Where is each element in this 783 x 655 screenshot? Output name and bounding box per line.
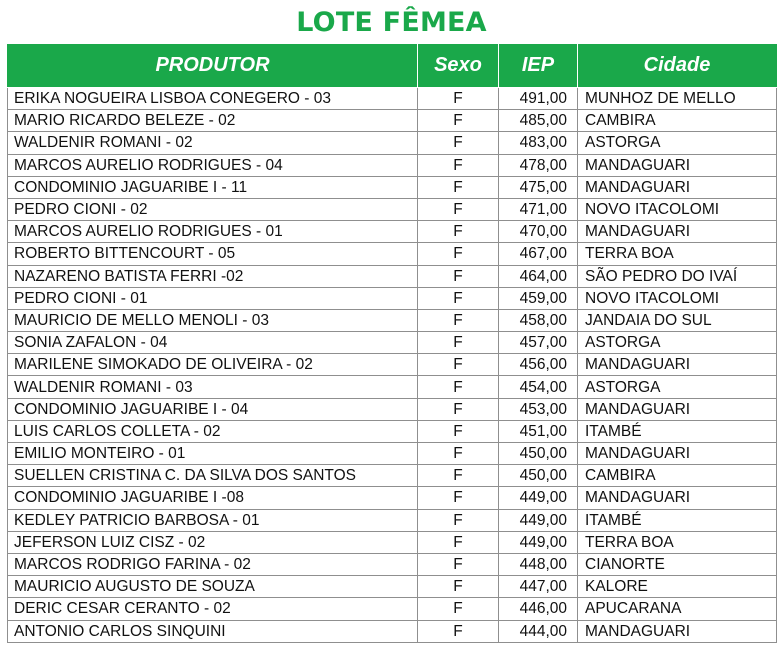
cell-sexo: F <box>418 443 499 465</box>
cell-iep: 483,00 <box>499 132 578 154</box>
cell-cidade: CAMBIRA <box>578 110 777 132</box>
table-row <box>8 154 777 176</box>
cell-iep: 458,00 <box>499 309 578 331</box>
cell-cidade: ITAMBÉ <box>578 509 777 531</box>
cell-sexo: F <box>418 553 499 575</box>
cell-sexo: F <box>418 243 499 265</box>
column-header-iep: IEP <box>499 44 578 88</box>
cell-sexo: F <box>418 110 499 132</box>
cell-iep: 456,00 <box>499 354 578 376</box>
cell-sexo: F <box>418 598 499 620</box>
cell-cidade: MANDAGUARI <box>578 176 777 198</box>
cell-produtor: WALDENIR ROMANI - 02 <box>8 132 418 154</box>
table-row <box>8 443 777 465</box>
table-row <box>8 576 777 598</box>
cell-produtor: CONDOMINIO JAGUARIBE I -08 <box>8 487 418 509</box>
cell-cidade: ASTORGA <box>578 132 777 154</box>
cell-iep: 450,00 <box>499 465 578 487</box>
table-row <box>8 376 777 398</box>
cell-sexo: F <box>418 132 499 154</box>
cell-sexo: F <box>418 420 499 442</box>
cell-iep: 444,00 <box>499 620 578 642</box>
table-row <box>8 598 777 620</box>
cell-produtor: DERIC CESAR CERANTO - 02 <box>8 598 418 620</box>
cell-sexo: F <box>418 332 499 354</box>
cell-cidade: TERRA BOA <box>578 531 777 553</box>
cell-produtor: CONDOMINIO JAGUARIBE I - 04 <box>8 398 418 420</box>
table-row <box>8 509 777 531</box>
cell-cidade: MUNHOZ DE MELLO <box>578 88 777 110</box>
cell-cidade: APUCARANA <box>578 598 777 620</box>
cell-sexo: F <box>418 376 499 398</box>
cell-cidade: ITAMBÉ <box>578 420 777 442</box>
column-header-sexo: Sexo <box>418 44 499 88</box>
cell-sexo: F <box>418 465 499 487</box>
cell-produtor: SUELLEN CRISTINA C. DA SILVA DOS SANTOS <box>8 465 418 487</box>
cell-produtor: MARCOS AURELIO RODRIGUES - 01 <box>8 221 418 243</box>
cell-iep: 459,00 <box>499 287 578 309</box>
cell-produtor: MARILENE SIMOKADO DE OLIVEIRA - 02 <box>8 354 418 376</box>
cell-cidade: ASTORGA <box>578 376 777 398</box>
cell-cidade: MANDAGUARI <box>578 398 777 420</box>
cell-produtor: MARIO RICARDO BELEZE - 02 <box>8 110 418 132</box>
cell-cidade: MANDAGUARI <box>578 154 777 176</box>
cell-iep: 491,00 <box>499 88 578 110</box>
cell-produtor: MAURICIO DE MELLO MENOLI - 03 <box>8 309 418 331</box>
table-row <box>8 221 777 243</box>
cell-sexo: F <box>418 398 499 420</box>
cell-sexo: F <box>418 487 499 509</box>
column-header-produtor: PRODUTOR <box>8 44 418 88</box>
cell-cidade: MANDAGUARI <box>578 443 777 465</box>
cell-iep: 454,00 <box>499 376 578 398</box>
cell-sexo: F <box>418 531 499 553</box>
cell-produtor: CONDOMINIO JAGUARIBE I - 11 <box>8 176 418 198</box>
table-row <box>8 265 777 287</box>
cell-sexo: F <box>418 154 499 176</box>
table-row <box>8 465 777 487</box>
table-row <box>8 287 777 309</box>
cell-cidade: SÃO PEDRO DO IVAÍ <box>578 265 777 287</box>
cell-cidade: MANDAGUARI <box>578 487 777 509</box>
cell-sexo: F <box>418 198 499 220</box>
cell-produtor: KEDLEY PATRICIO BARBOSA - 01 <box>8 509 418 531</box>
cell-produtor: WALDENIR ROMANI - 03 <box>8 376 418 398</box>
cell-cidade: NOVO ITACOLOMI <box>578 287 777 309</box>
cell-iep: 448,00 <box>499 553 578 575</box>
cell-produtor: PEDRO CIONI - 02 <box>8 198 418 220</box>
table-body <box>8 88 777 643</box>
cell-sexo: F <box>418 509 499 531</box>
cell-sexo: F <box>418 354 499 376</box>
table-row <box>8 176 777 198</box>
cell-iep: 453,00 <box>499 398 578 420</box>
cell-sexo: F <box>418 88 499 110</box>
cell-sexo: F <box>418 265 499 287</box>
cell-produtor: NAZARENO BATISTA FERRI -02 <box>8 265 418 287</box>
cell-iep: 449,00 <box>499 487 578 509</box>
cell-iep: 470,00 <box>499 221 578 243</box>
cell-cidade: JANDAIA DO SUL <box>578 309 777 331</box>
cell-produtor: SONIA ZAFALON - 04 <box>8 332 418 354</box>
cell-iep: 451,00 <box>499 420 578 442</box>
table-row <box>8 487 777 509</box>
cell-iep: 449,00 <box>499 509 578 531</box>
cell-iep: 449,00 <box>499 531 578 553</box>
cell-iep: 467,00 <box>499 243 578 265</box>
table-row <box>8 110 777 132</box>
table-row <box>8 620 777 642</box>
cell-cidade: MANDAGUARI <box>578 221 777 243</box>
table-row <box>8 243 777 265</box>
table-row <box>8 553 777 575</box>
cell-produtor: ANTONIO CARLOS SINQUINI <box>8 620 418 642</box>
table-row <box>8 309 777 331</box>
cell-iep: 446,00 <box>499 598 578 620</box>
column-header-cidade: Cidade <box>578 44 777 88</box>
cell-produtor: ERIKA NOGUEIRA LISBOA CONEGERO - 03 <box>8 88 418 110</box>
lote-femea-table <box>7 44 777 643</box>
cell-iep: 475,00 <box>499 176 578 198</box>
cell-produtor: EMILIO MONTEIRO - 01 <box>8 443 418 465</box>
cell-cidade: MANDAGUARI <box>578 620 777 642</box>
cell-cidade: CIANORTE <box>578 553 777 575</box>
cell-produtor: ROBERTO BITTENCOURT - 05 <box>8 243 418 265</box>
cell-produtor: MAURICIO AUGUSTO DE SOUZA <box>8 576 418 598</box>
cell-cidade: TERRA BOA <box>578 243 777 265</box>
cell-sexo: F <box>418 221 499 243</box>
cell-produtor: LUIS CARLOS COLLETA - 02 <box>8 420 418 442</box>
header-row <box>8 44 777 88</box>
cell-iep: 478,00 <box>499 154 578 176</box>
table-row <box>8 88 777 110</box>
cell-produtor: PEDRO CIONI - 01 <box>8 287 418 309</box>
cell-sexo: F <box>418 176 499 198</box>
cell-iep: 471,00 <box>499 198 578 220</box>
table-row <box>8 420 777 442</box>
table-row <box>8 198 777 220</box>
cell-iep: 447,00 <box>499 576 578 598</box>
cell-cidade: CAMBIRA <box>578 465 777 487</box>
cell-produtor: MARCOS AURELIO RODRIGUES - 04 <box>8 154 418 176</box>
cell-iep: 485,00 <box>499 110 578 132</box>
table-row <box>8 398 777 420</box>
cell-iep: 457,00 <box>499 332 578 354</box>
cell-produtor: JEFERSON LUIZ CISZ - 02 <box>8 531 418 553</box>
cell-sexo: F <box>418 287 499 309</box>
cell-cidade: ASTORGA <box>578 332 777 354</box>
table-row <box>8 332 777 354</box>
cell-sexo: F <box>418 620 499 642</box>
page-title: LOTE FÊMEA <box>296 7 487 38</box>
cell-produtor: MARCOS RODRIGO FARINA - 02 <box>8 553 418 575</box>
cell-cidade: NOVO ITACOLOMI <box>578 198 777 220</box>
cell-cidade: MANDAGUARI <box>578 354 777 376</box>
cell-sexo: F <box>418 309 499 331</box>
cell-iep: 450,00 <box>499 443 578 465</box>
table-row <box>8 132 777 154</box>
table-row <box>8 354 777 376</box>
table-row <box>8 531 777 553</box>
cell-cidade: KALORE <box>578 576 777 598</box>
cell-sexo: F <box>418 576 499 598</box>
cell-iep: 464,00 <box>499 265 578 287</box>
